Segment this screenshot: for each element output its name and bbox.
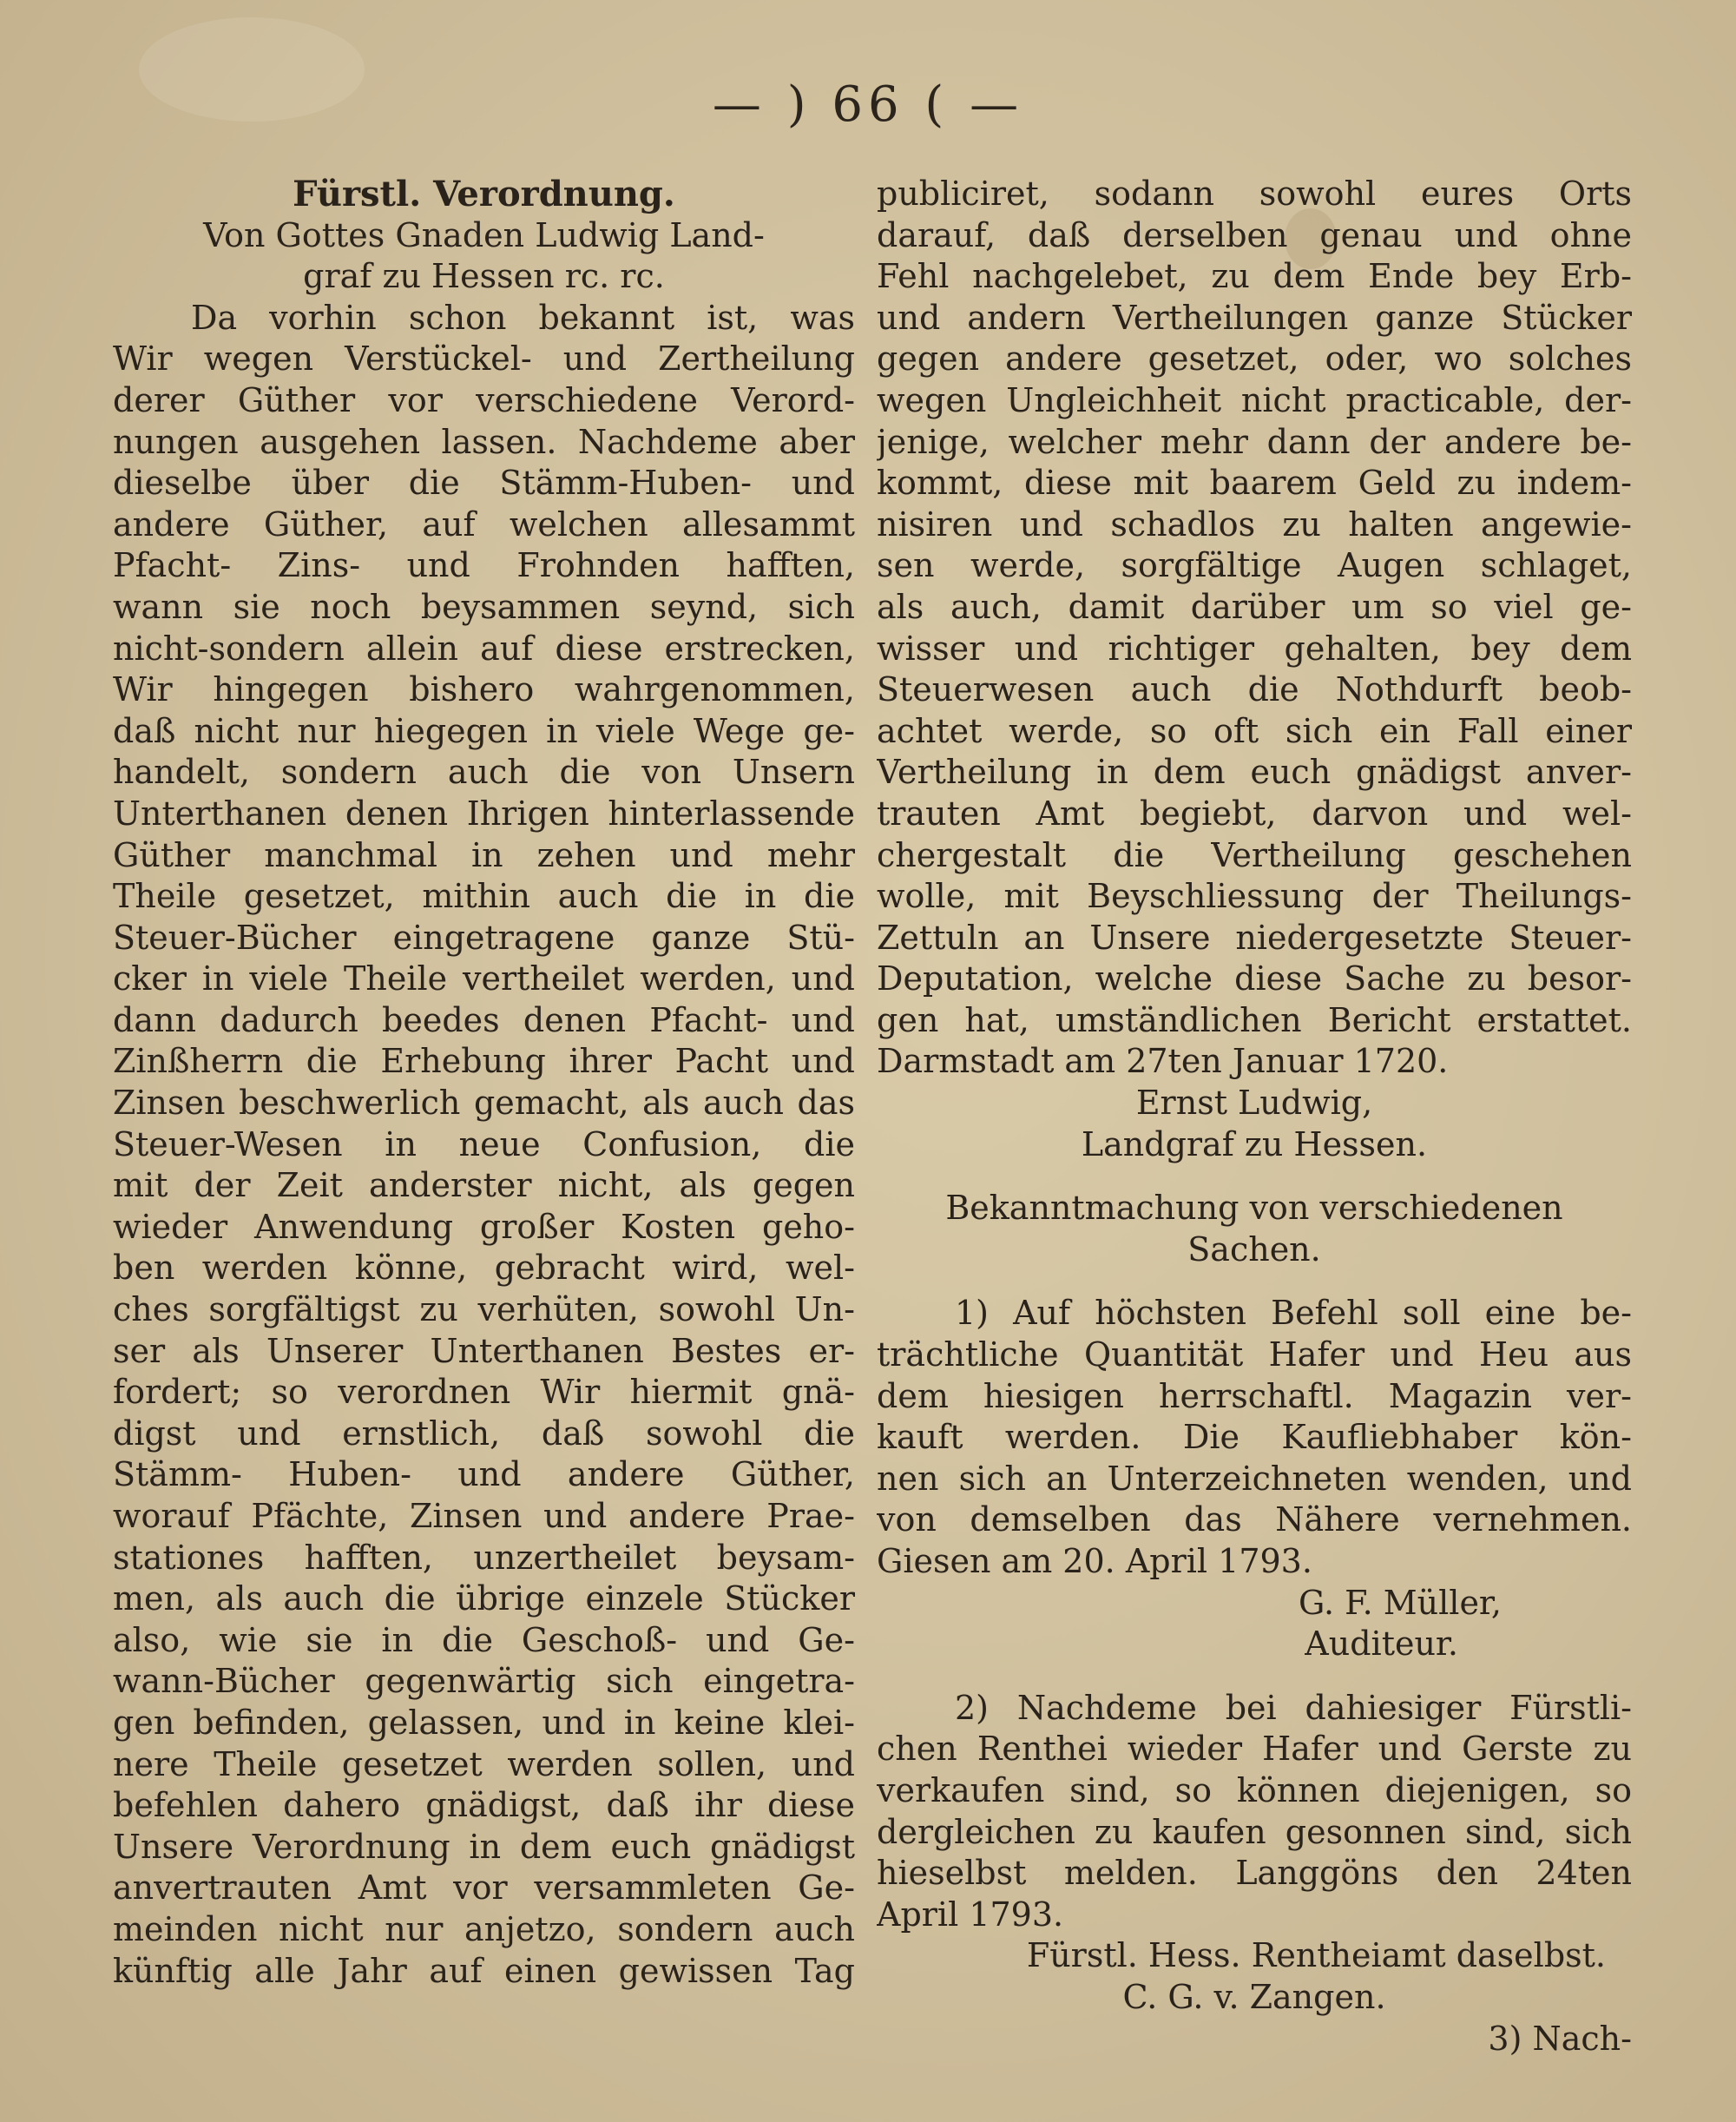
- notice-line: 2) Nachdeme bei dahiesiger Fürstli-: [955, 1688, 1632, 1727]
- text-line: trauten Amt begiebt, darvon und wel-: [877, 794, 1632, 833]
- catchword: 3) Nach-: [1488, 2019, 1632, 2058]
- text-line: wisser und richtiger gehalten, bey dem: [877, 629, 1632, 668]
- text-line: ches sorgfältigst zu verhüten, sowohl Un-: [113, 1290, 855, 1329]
- notice-line: hieselbst melden. Langgöns den 24ten: [877, 1854, 1632, 1893]
- text-line: also, wie sie in die Geschoß- und Ge-: [113, 1620, 855, 1659]
- notice-line: kauft werden. Die Kaufliebhaber kön-: [877, 1418, 1632, 1457]
- text-line: Theile gesetzet, mithin auch die in die: [113, 877, 855, 916]
- text-line: Vertheilung in dem euch gnädigst anver-: [877, 753, 1632, 792]
- text-line: und andern Vertheilungen ganze Stücker: [877, 298, 1632, 337]
- text-line: Darmstadt am 27ten Januar 1720.: [877, 1042, 1449, 1081]
- notice-line: nen sich an Unterzeichneten wenden, und: [877, 1459, 1632, 1498]
- ordinance-subheading: graf zu Hessen rc. rc.: [303, 257, 665, 296]
- text-line: darauf, daß derselben genau und ohne: [877, 215, 1632, 254]
- text-line: als auch, damit darüber um so viel ge-: [877, 587, 1632, 626]
- notice-signature: Fürstl. Hess. Rentheiamt daselbst.: [1026, 1936, 1606, 1975]
- text-line: wieder Anwendung großer Kosten geho-: [113, 1207, 855, 1246]
- text-line: Da vorhin schon bekannt ist, was: [191, 298, 855, 337]
- text-line: andere Güther, auf welchen allesammt: [113, 504, 855, 544]
- left-column: [113, 174, 855, 1992]
- text-line: dann dadurch beedes denen Pfacht- und: [113, 1000, 855, 1039]
- notice-signature-name: C. G. v. Zangen.: [1122, 1977, 1386, 2016]
- text-line: nicht-sondern allein auf diese erstrecken,: [113, 629, 855, 668]
- text-line: Zettuln an Unsere niedergesetzte Steuer-: [877, 918, 1632, 957]
- text-line: wegen Ungleichheit nicht practicable, der-: [877, 380, 1632, 419]
- text-line: Stämm- Huben- und andere Güther,: [113, 1455, 855, 1494]
- notice-line: Giesen am 20. April 1793.: [877, 1542, 1312, 1580]
- notice-line: von demselben das Nähere vernehmen.: [877, 1500, 1632, 1539]
- text-line: nisiren und schadlos zu halten angewie-: [877, 504, 1632, 544]
- ordinance-heading: Fürstl. Verordnung.: [293, 174, 675, 214]
- text-line: Wir wegen Verstückel- und Zertheilung: [113, 339, 855, 379]
- text-line: jenige, welcher mehr dann der andere be-: [877, 422, 1632, 461]
- text-line: handelt, sondern auch die von Unsern: [113, 753, 855, 792]
- section-heading: Bekanntmachung von verschiedenen: [945, 1189, 1563, 1228]
- notice-signature: G. F. Müller,: [1298, 1583, 1502, 1622]
- notice-line: chen Renthei wieder Hafer und Gerste zu: [877, 1730, 1632, 1769]
- text-line: publiciret, sodann sowohl eures Orts: [877, 175, 1632, 213]
- text-line: ben werden könne, gebracht wird, wel-: [113, 1249, 855, 1288]
- text-line: gegen andere gesetzet, oder, wo solches: [877, 339, 1632, 379]
- text-line: gen befinden, gelassen, und in keine klei-: [113, 1703, 855, 1742]
- text-line: wann sie noch beysammen seynd, sich: [113, 587, 855, 626]
- text-line: Steuer-Wesen in neue Confusion, die: [113, 1124, 855, 1163]
- text-line: anvertrauten Amt vor versammleten Ge-: [113, 1868, 855, 1908]
- text-line: sen werde, sorgfältige Augen schlaget,: [877, 546, 1632, 585]
- text-line: Zinsen beschwerlich gemacht, als auch das: [113, 1084, 855, 1123]
- text-line: befehlen dahero gnädigst, daß ihr diese: [113, 1786, 855, 1825]
- text-line: mit der Zeit anderster nicht, als gegen: [113, 1166, 855, 1205]
- notice-signature-title: Auditeur.: [1305, 1624, 1458, 1664]
- text-line: nungen ausgehen lassen. Nachdeme aber: [113, 422, 855, 461]
- text-line: meinden nicht nur anjetzo, sondern auch: [113, 1909, 855, 1948]
- text-line: gen hat, umständlichen Bericht erstattet.: [877, 1000, 1632, 1039]
- text-line: Güther manchmal in zehen und mehr: [113, 835, 855, 874]
- right-column: [877, 174, 1632, 2059]
- notice-line: verkaufen sind, so können diejenigen, so: [877, 1770, 1632, 1809]
- text-line: fordert; so verordnen Wir hiermit gnä-: [113, 1373, 855, 1412]
- notice-line: 1) Auf höchsten Befehl soll eine be-: [955, 1294, 1632, 1333]
- text-line: Steuerwesen auch die Nothdurft beob-: [877, 670, 1632, 709]
- text-line: nere Theile gesetzet werden sollen, und: [113, 1744, 855, 1783]
- notice-line: trächtliche Quantität Hafer und Heu aus: [877, 1335, 1632, 1374]
- section-heading: Sachen.: [1187, 1229, 1321, 1269]
- text-line: men, als auch die übrige einzele Stücker: [113, 1579, 855, 1618]
- ordinance-signature: Ernst Ludwig,: [1135, 1084, 1373, 1123]
- text-line: künftig alle Jahr auf einen gewissen Tag: [113, 1951, 855, 1990]
- text-line: worauf Pfächte, Zinsen und andere Prae-: [113, 1497, 855, 1535]
- text-line: Unsere Verordnung in dem euch gnädigst: [113, 1827, 855, 1866]
- text-line: Wir hingegen bishero wahrgenommen,: [113, 670, 855, 709]
- text-line: Fehl nachgelebet, zu dem Ende bey Erb-: [877, 257, 1632, 296]
- page-number: — ) 66 ( —: [712, 76, 1024, 133]
- text-line: achtet werde, so oft sich ein Fall einer: [877, 711, 1632, 750]
- text-line: Steuer-Bücher eingetragene ganze Stü-: [113, 918, 855, 957]
- text-line: Unterthanen denen Ihrigen hinterlassende: [113, 794, 855, 833]
- text-line: cker in viele Theile vertheilet werden, und: [113, 959, 855, 998]
- notice-line: dem hiesigen herrschaftl. Magazin ver-: [877, 1376, 1632, 1415]
- text-line: dieselbe über die Stämm-Huben- und: [113, 464, 855, 503]
- text-line: Zinßherrn die Erhebung ihrer Pacht und: [113, 1042, 855, 1081]
- text-line: wolle, mit Beyschliessung der Theilungs-: [877, 877, 1632, 916]
- notice-line: dergleichen zu kaufen gesonnen sind, sich: [877, 1812, 1632, 1851]
- text-line: wann-Bücher gegenwärtig sich eingetra-: [113, 1662, 855, 1701]
- ordinance-subheading: Von Gottes Gnaden Ludwig Land-: [203, 215, 765, 254]
- text-line: Deputation, welche diese Sache zu besor-: [877, 959, 1632, 998]
- text-line: derer Güther vor verschiedene Verord-: [113, 380, 855, 419]
- text-line: ser als Unserer Unterthanen Bestes er-: [113, 1331, 855, 1370]
- text-line: Pfacht- Zins- und Frohnden hafften,: [113, 546, 855, 585]
- text-line: chergestalt die Vertheilung geschehen: [877, 835, 1632, 874]
- text-line: daß nicht nur hiegegen in viele Wege ge-: [113, 711, 855, 750]
- text-line: kommt, diese mit baarem Geld zu indem-: [877, 464, 1632, 503]
- ordinance-signature-title: Landgraf zu Hessen.: [1081, 1124, 1428, 1163]
- text-line: stationes hafften, unzertheilet beysam-: [113, 1538, 855, 1577]
- text-line: digst und ernstlich, daß sowohl die: [113, 1414, 855, 1453]
- notice-line: April 1793.: [877, 1895, 1064, 1934]
